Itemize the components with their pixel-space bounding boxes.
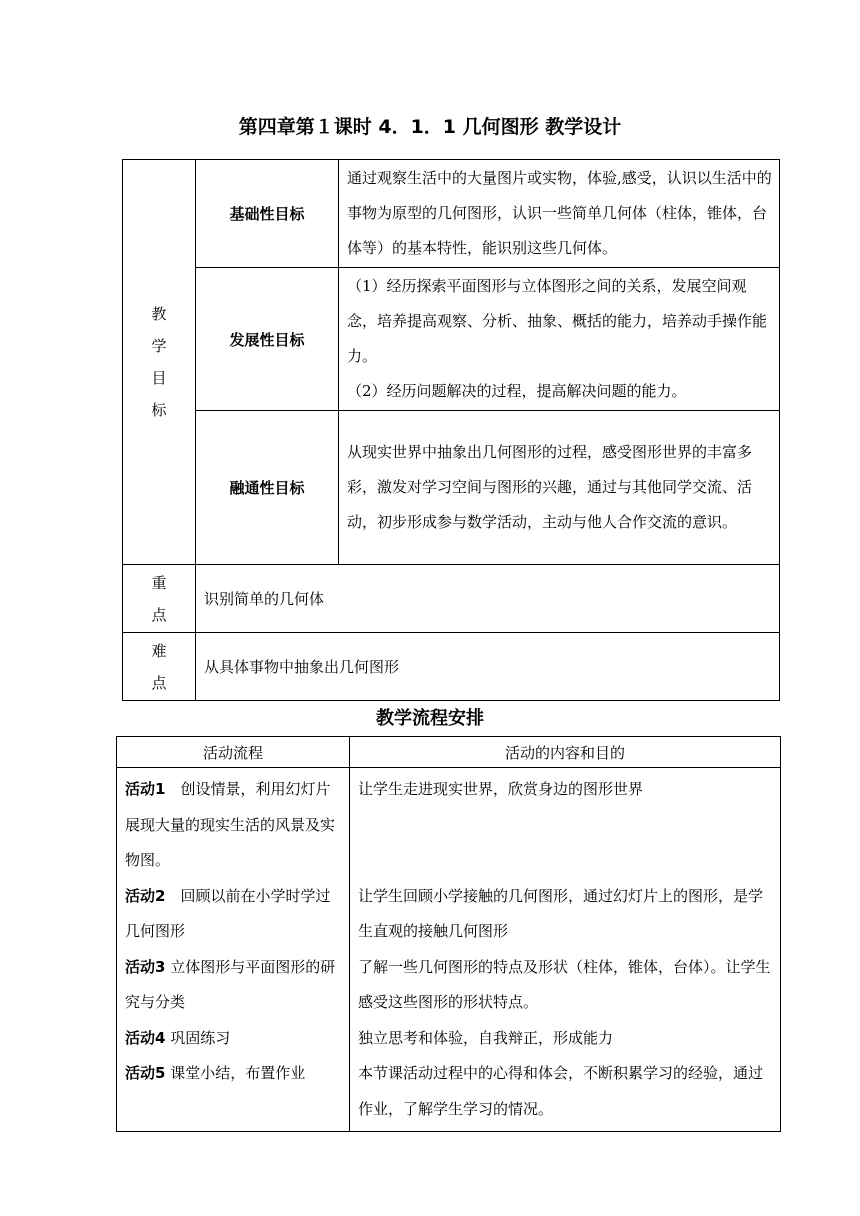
development-goal-label: 发展性目标 — [196, 268, 339, 411]
activity-text: 创设情景，利用幻灯片展现大量的现实生活的风景及实物图。 — [125, 780, 336, 869]
activity-text: 课堂小结，布置作业 — [165, 1064, 306, 1082]
activity-item — [125, 950, 343, 1021]
difficulty-label — [123, 633, 196, 701]
activity-label: 活动2 — [125, 886, 166, 905]
goal-text: 通过观察生活中的大量图片或实物，体验,感受，认识以生活中的事物为原型的几何图形，认识一些简单几何体（柱体，锥体，台体等）的基本特性，能识别这些几何体。 — [347, 169, 772, 257]
activity-label: 活动3 — [125, 957, 166, 976]
difficulty-label-char: 难 — [151, 641, 167, 660]
goal-text: 从现实世界中抽象出几何图形的过程，感受图形世界的丰富多彩，激发对学习空间与图形的兴趣，通过与其他同学交流、活动，初步形成参与数学活动，主动与他人合作交流的意识。 — [347, 443, 753, 531]
goals-label-char: 目 — [151, 369, 167, 387]
activity-content: 让学生回顾小学接触的几何图形，通过幻灯片上的图形，是学生直观的接触几何图形 — [358, 886, 764, 940]
flow-header-content: 活动的内容和目的 — [350, 737, 781, 768]
difficulty-label-char: 点 — [151, 673, 167, 692]
activity-content: 独立思考和体验，自我辩正，形成能力 — [358, 1028, 614, 1047]
activity-text: 立体图形与平面图形的研究与分类 — [125, 957, 336, 1011]
integration-goal-content — [339, 411, 780, 565]
goal-text: （1）经历探索平面图形与立体图形之间的关系，发展空间观念，培养提高观察、分析、抽象、概括的能力，培养动手操作能力。 — [347, 277, 768, 365]
development-goal-content — [339, 268, 780, 411]
key-point-content: 识别简单的几何体 — [196, 565, 780, 633]
activity-list — [117, 768, 350, 1132]
activity-item — [125, 772, 343, 879]
integration-goal-label: 融通性目标 — [196, 411, 339, 565]
activity-content: 了解一些几何图形的特点及形状（柱体，锥体，台体）。让学生感受这些图形的形状特点。 — [358, 957, 771, 1011]
document-title: 第四章第１课时 4．1．1 几何图形 教学设计 — [238, 116, 622, 138]
activity-label: 活动4 — [125, 1028, 166, 1047]
goals-label-char: 标 — [151, 401, 167, 419]
basic-goal-content — [339, 160, 780, 268]
teaching-goals-table — [122, 159, 780, 701]
basic-goal-label: 基础性目标 — [196, 160, 339, 268]
activity-item — [125, 1021, 343, 1057]
activity-content-list — [350, 768, 781, 1132]
activity-content: 让学生走进现实世界，欣赏身边的图形世界 — [358, 780, 644, 798]
flow-header-activity: 活动流程 — [117, 737, 350, 768]
activity-content: 本节课活动过程中的心得和体会，不断积累学习的经验，通过作业，了解学生学习的情况。 — [358, 1064, 764, 1118]
activity-label: 活动5 — [125, 1064, 166, 1082]
key-point-label-char: 点 — [151, 605, 167, 624]
activity-item — [125, 879, 343, 950]
goals-label-char: 学 — [151, 337, 167, 355]
key-point-label — [123, 565, 196, 633]
activity-item — [125, 1056, 343, 1127]
teaching-flow-table — [116, 736, 781, 1132]
goal-text: （2）经历问题解决的过程，提高解决问题的能力。 — [347, 382, 687, 400]
flow-section-title: 教学流程安排 — [376, 708, 484, 729]
key-point-label-char: 重 — [151, 573, 167, 592]
difficulty-content: 从具体事物中抽象出几何图形 — [196, 633, 780, 701]
teaching-goals-label — [123, 160, 196, 565]
activity-label: 活动1 — [125, 780, 166, 798]
activity-text: 巩固练习 — [165, 1028, 231, 1047]
activity-text: 回顾以前在小学时学过几何图形 — [125, 886, 331, 940]
goals-label-char: 教 — [151, 305, 167, 323]
